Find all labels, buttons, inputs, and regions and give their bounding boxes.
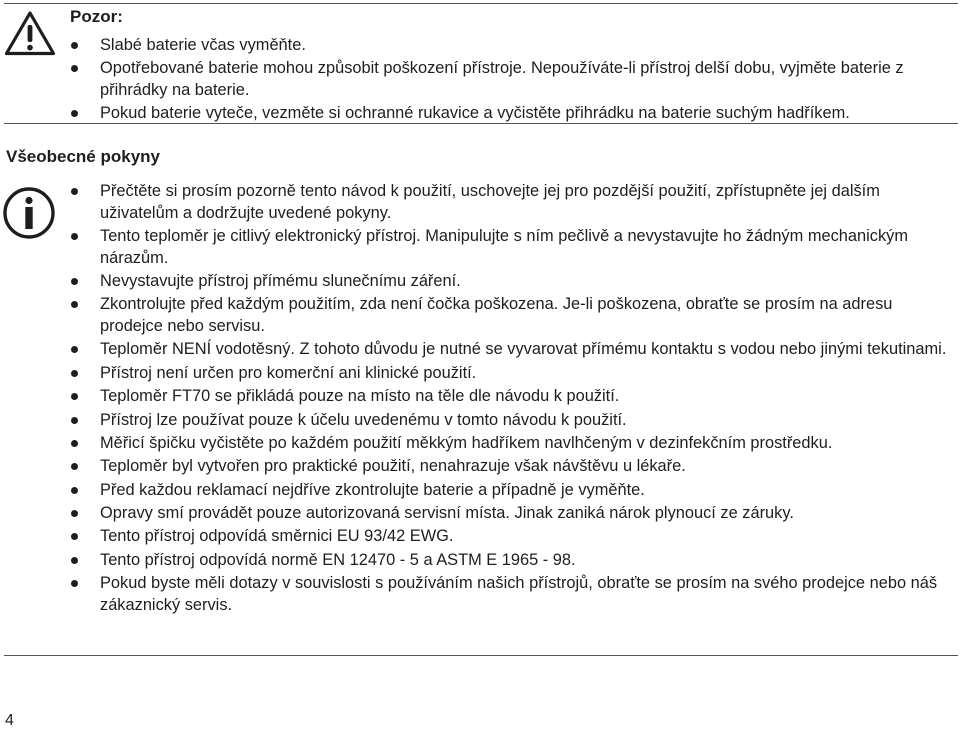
section-title: Všeobecné pokyny	[6, 147, 161, 166]
instruction-item: Měřicí špičku vyčistěte po každém použití měkkým hadříkem navlhčeným v dezinfekčním prostředku.	[100, 433, 952, 455]
warning-item: Slabé baterie včas vyměňte.	[100, 35, 960, 57]
instruction-item: Teploměr FT70 se přikládá pouze na místo na těle dle návodu k použití.	[100, 386, 952, 408]
instruction-item: Pokud byste měli dotazy v souvislosti s používáním našich přístrojů, obraťte se prosím na svého prodejce nebo náš zákaznický servis.	[100, 573, 952, 616]
instruction-item: Nevystavujte přístroj přímému slunečnímu záření.	[100, 271, 952, 293]
warning-list	[100, 35, 960, 127]
warning-item: Opotřebované baterie mohou způsobit poškození přístroje. Nepoužíváte-li přístroj delší dobu, vyjměte baterie z přihrádky na baterie.	[100, 58, 960, 101]
instruction-item: Zkontrolujte před každým použitím, zda není čočka poškozena. Je-li poškozena, obraťte se prosím na adresu prodejce nebo servisu.	[100, 294, 952, 337]
instruction-item: Přečtěte si prosím pozorně tento návod k použití, uschovejte jej pro pozdější použití, zpřístupněte jej dalším uživatelům a dodržujte uvedené pokyny.	[100, 181, 952, 224]
warning-item: Pokud baterie vyteče, vezměte si ochranné rukavice a vyčistěte přihrádku na baterie suchým hadříkem.	[100, 103, 960, 125]
instruction-item: Opravy smí provádět pouze autorizovaná servisní místa. Jinak zaniká nárok plynoucí ze záruky.	[100, 503, 952, 525]
warning-triangle-icon	[4, 10, 56, 56]
instruction-item: Tento teploměr je citlivý elektronický přístroj. Manipulujte s ním pečlivě a nevystavujte ho žádným mechanickým nárazům.	[100, 226, 952, 269]
instruction-item: Přístroj lze používat pouze k účelu uvedenému v tomto návodu k použití.	[100, 410, 952, 432]
general-instructions-list	[100, 181, 952, 618]
instruction-item: Tento přístroj odpovídá normě EN 12470 - 5 a ASTM E 1965 - 98.	[100, 550, 952, 572]
warning-title: Pozor:	[70, 7, 123, 26]
top-rule	[4, 3, 958, 4]
instruction-item: Teploměr byl vytvořen pro praktické použití, nenahrazuje však návštěvu u lékaře.	[100, 456, 952, 478]
page-number: 4	[5, 712, 14, 729]
instruction-item: Před každou reklamací nejdříve zkontrolujte baterie a případně je vyměňte.	[100, 480, 952, 502]
section-divider	[4, 123, 958, 124]
info-circle-icon	[2, 186, 56, 240]
bottom-rule	[4, 655, 958, 656]
instruction-item: Tento přístroj odpovídá směrnici EU 93/42 EWG.	[100, 526, 952, 548]
instruction-item: Teploměr NENÍ vodotěsný. Z tohoto důvodu je nutné se vyvarovat přímému kontaktu s vodou nebo jinými tekutinami.	[100, 339, 952, 361]
instruction-item: Přístroj není určen pro komerční ani klinické použití.	[100, 363, 952, 385]
